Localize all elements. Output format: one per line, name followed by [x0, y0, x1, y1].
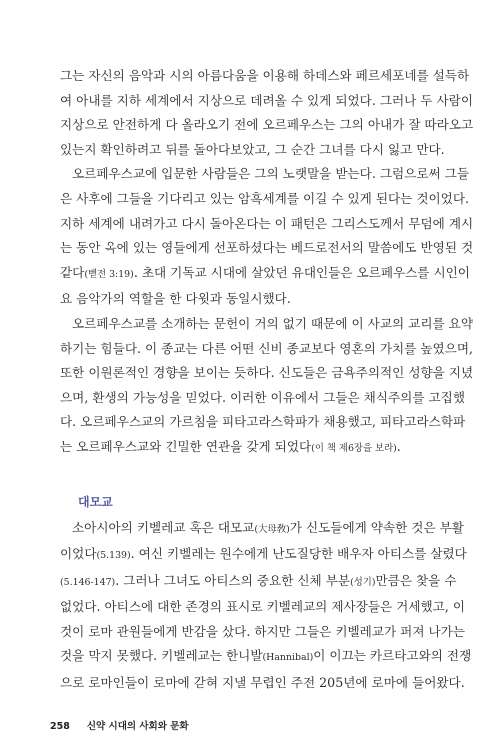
- page-footer: [50, 718, 189, 732]
- text-fragment: 만큼은 찾을 수: [375, 572, 457, 588]
- paragraph-1: [60, 64, 474, 162]
- text-fragment: . 초대 기독교 시대에 살았던 유대인들은 오르페우스를 시인이: [133, 264, 470, 280]
- text-fragment: 이었다: [60, 546, 97, 562]
- text-fragment: 것을 막지 못했다. 키벨레교는 한니발: [60, 648, 263, 664]
- citation: (5.146-147): [60, 576, 116, 588]
- hanja-gloss: (大母敎): [254, 523, 290, 535]
- text-line: 지상으로 안전하게 다 올라오기 전에 오르페우스는 그의 아내가 잘 따라오고: [60, 117, 474, 133]
- text-line: 는 동안 옥에 있는 영들에게 선포하셨다는 베드로전서의 말씀에도 반영된 것: [60, 240, 474, 256]
- text-line: 그는 자신의 음악과 시의 아름다움을 이용해 하데스와 페르세포네를 설득하: [60, 68, 470, 83]
- text-fragment: . 그러나 그녀도 아티스의 중요한 신체 부분: [115, 572, 351, 588]
- text-fragment: 이 이끄는 카르타고와의 전쟁: [313, 648, 472, 664]
- text-line: 요 음악가의 역할을 한 다윗과 동일시했다.: [60, 291, 291, 307]
- page-number: 258: [50, 721, 70, 732]
- citation: (5.139): [96, 550, 131, 562]
- paragraph-3: [60, 312, 474, 462]
- text-line: 오르페우스교에 입문한 사람들은 그의 노랫말을 받는다. 그럼으로써 그들: [72, 166, 469, 182]
- text-line: [60, 644, 472, 671]
- text-line: 있는지 확인하려고 뒤를 돌아다보았고, 그 순간 그녀를 다시 잃고 만다.: [60, 141, 445, 157]
- text-fragment: 가 신도들에게 약속한 것은 부활: [289, 519, 464, 535]
- text-line: 지하 세계에 내려가고 다시 돌아온다는 이 패턴은 그리스도께서 무덤에 계시: [60, 215, 474, 231]
- bible-reference: (벧전 3:19): [84, 268, 134, 280]
- paragraph-4: [60, 516, 472, 696]
- text-line: 으로 로마인들이 로마에 갇혀 지낼 무렵인 주전 205년에 로마에 들어왔다.: [60, 675, 465, 691]
- text-line: 또한 이원론적인 경향을 보이는 듯하다. 신도들은 금욕주의적인 성향을 지녔: [60, 365, 474, 381]
- text-line: [60, 435, 432, 462]
- text-fragment: . 여신 키벨레는 원수에게 난도질당한 배우자 아티스를 살렸다: [130, 546, 467, 562]
- text-line: 것이 로마 관원들에게 반감을 샀다. 하지만 그들은 키벨레교가 퍼져 나가는: [60, 623, 465, 639]
- text-line: [60, 569, 457, 596]
- text-line: [60, 516, 464, 543]
- text-line: [60, 261, 470, 288]
- text-line: 없었다. 아티스에 대한 존경의 표시로 키벨레교의 제사장들은 거세했고, 이: [60, 599, 465, 615]
- section-heading: 대모교: [78, 494, 113, 509]
- gloss: (성기): [350, 576, 376, 588]
- text-line: 오르페우스교를 소개하는 문헌이 거의 없기 때문에 이 사교의 교리를 요약: [72, 315, 473, 331]
- text-fragment: .: [396, 438, 401, 454]
- text-line: 여 아내를 지하 세계에서 지상으로 데려올 수 있게 되었다. 그러나 두 사람이: [60, 92, 474, 108]
- text-fragment: 소아시아의 키벨레교 혹은 대모교: [72, 519, 255, 535]
- text-line: [60, 542, 467, 569]
- text-line: 하기는 힘들다. 이 종교는 다른 어떤 신비 종교보다 영혼의 가치를 높였으며,: [60, 340, 474, 356]
- text-fragment: 같다: [60, 264, 85, 280]
- text-line: 은 사후에 그들을 기다리고 있는 암흑세계를 이길 수 있게 된다는 것이었다.: [60, 190, 470, 206]
- paragraph-2: [60, 162, 474, 312]
- text-fragment: 는 오르페우스교와 긴밀한 연관을 갖게 되었다: [60, 438, 312, 454]
- name-gloss: (Hannibal): [262, 652, 314, 664]
- running-title: 신약 시대의 사회와 문화: [86, 721, 189, 732]
- text-line: 다. 오르페우스교의 가르침을 피타고라스학파가 채용했고, 피타고라스학파: [60, 414, 466, 430]
- cross-reference: (이 책 제6장을 보라): [311, 442, 397, 454]
- body-text: [60, 64, 474, 696]
- text-line: 으며, 환생의 가능성을 믿었다. 이러한 이유에서 그들은 채식주의를 고집했: [60, 389, 465, 405]
